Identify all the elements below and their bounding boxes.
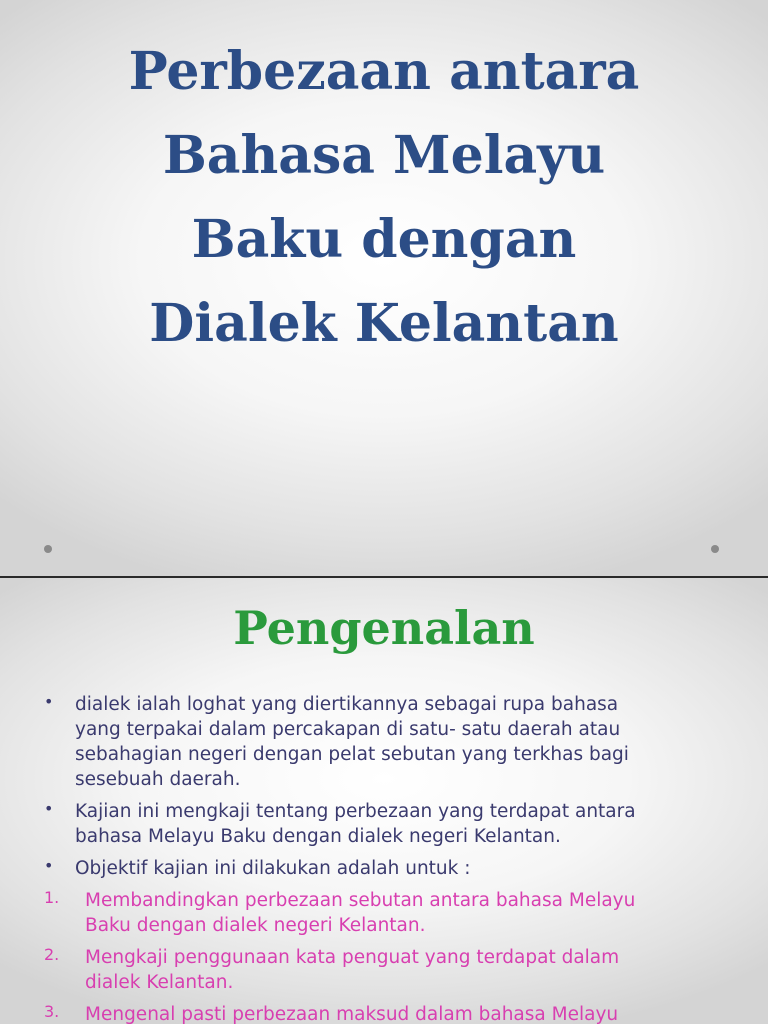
numbered-text: Mengkaji penggunaan kata penguat yang terdapat dalam dialek Kelantan. bbox=[85, 947, 620, 993]
bullet-text: Objektif kajian ini dilakukan adalah untuk : bbox=[75, 858, 471, 879]
slide-dot-right bbox=[711, 545, 719, 553]
bullet-item bbox=[0, 692, 768, 792]
item-number: 1. bbox=[44, 888, 60, 907]
bullet-marker: • bbox=[44, 856, 54, 875]
slide-pengenalan bbox=[0, 578, 768, 1024]
bullet-marker: • bbox=[44, 799, 54, 818]
bullet-marker: • bbox=[44, 692, 54, 711]
item-number: 3. bbox=[44, 1002, 60, 1021]
bullet-text: Kajian ini mengkaji tentang perbezaan yang terdapat antara bahasa Melayu Baku dengan dialek negeri Kelantan. bbox=[75, 801, 636, 847]
numbered-item bbox=[0, 1002, 768, 1024]
numbered-text: Mengenal pasti perbezaan maksud dalam bahasa Melayu bbox=[85, 1004, 619, 1024]
bullet-text: dialek ialah loghat yang diertikannya sebagai rupa bahasa yang terpakai dalam percakapan di satu- satu daerah atau sebahagian negeri dengan pelat sebutan yang terkhas bagi sesebuah daerah. bbox=[75, 694, 629, 790]
slide-dot-left bbox=[44, 545, 52, 553]
title-line: Dialek Kelantan bbox=[149, 293, 619, 354]
numbered-text: Membandingkan perbezaan sebutan antara bahasa Melayu Baku dengan dialek negeri Kelantan. bbox=[85, 890, 636, 936]
numbered-item bbox=[0, 888, 768, 938]
title-line: Bahasa Melayu bbox=[162, 125, 606, 186]
item-number: 2. bbox=[44, 945, 60, 964]
slide-title-heading bbox=[0, 30, 768, 366]
slide-content bbox=[0, 692, 768, 1024]
bullet-item bbox=[0, 799, 768, 849]
title-line: Baku dengan bbox=[191, 209, 577, 270]
bullet-item bbox=[0, 856, 768, 881]
title-line: Perbezaan antara bbox=[128, 41, 640, 102]
slide-heading: Pengenalan bbox=[233, 601, 535, 655]
numbered-item bbox=[0, 945, 768, 995]
